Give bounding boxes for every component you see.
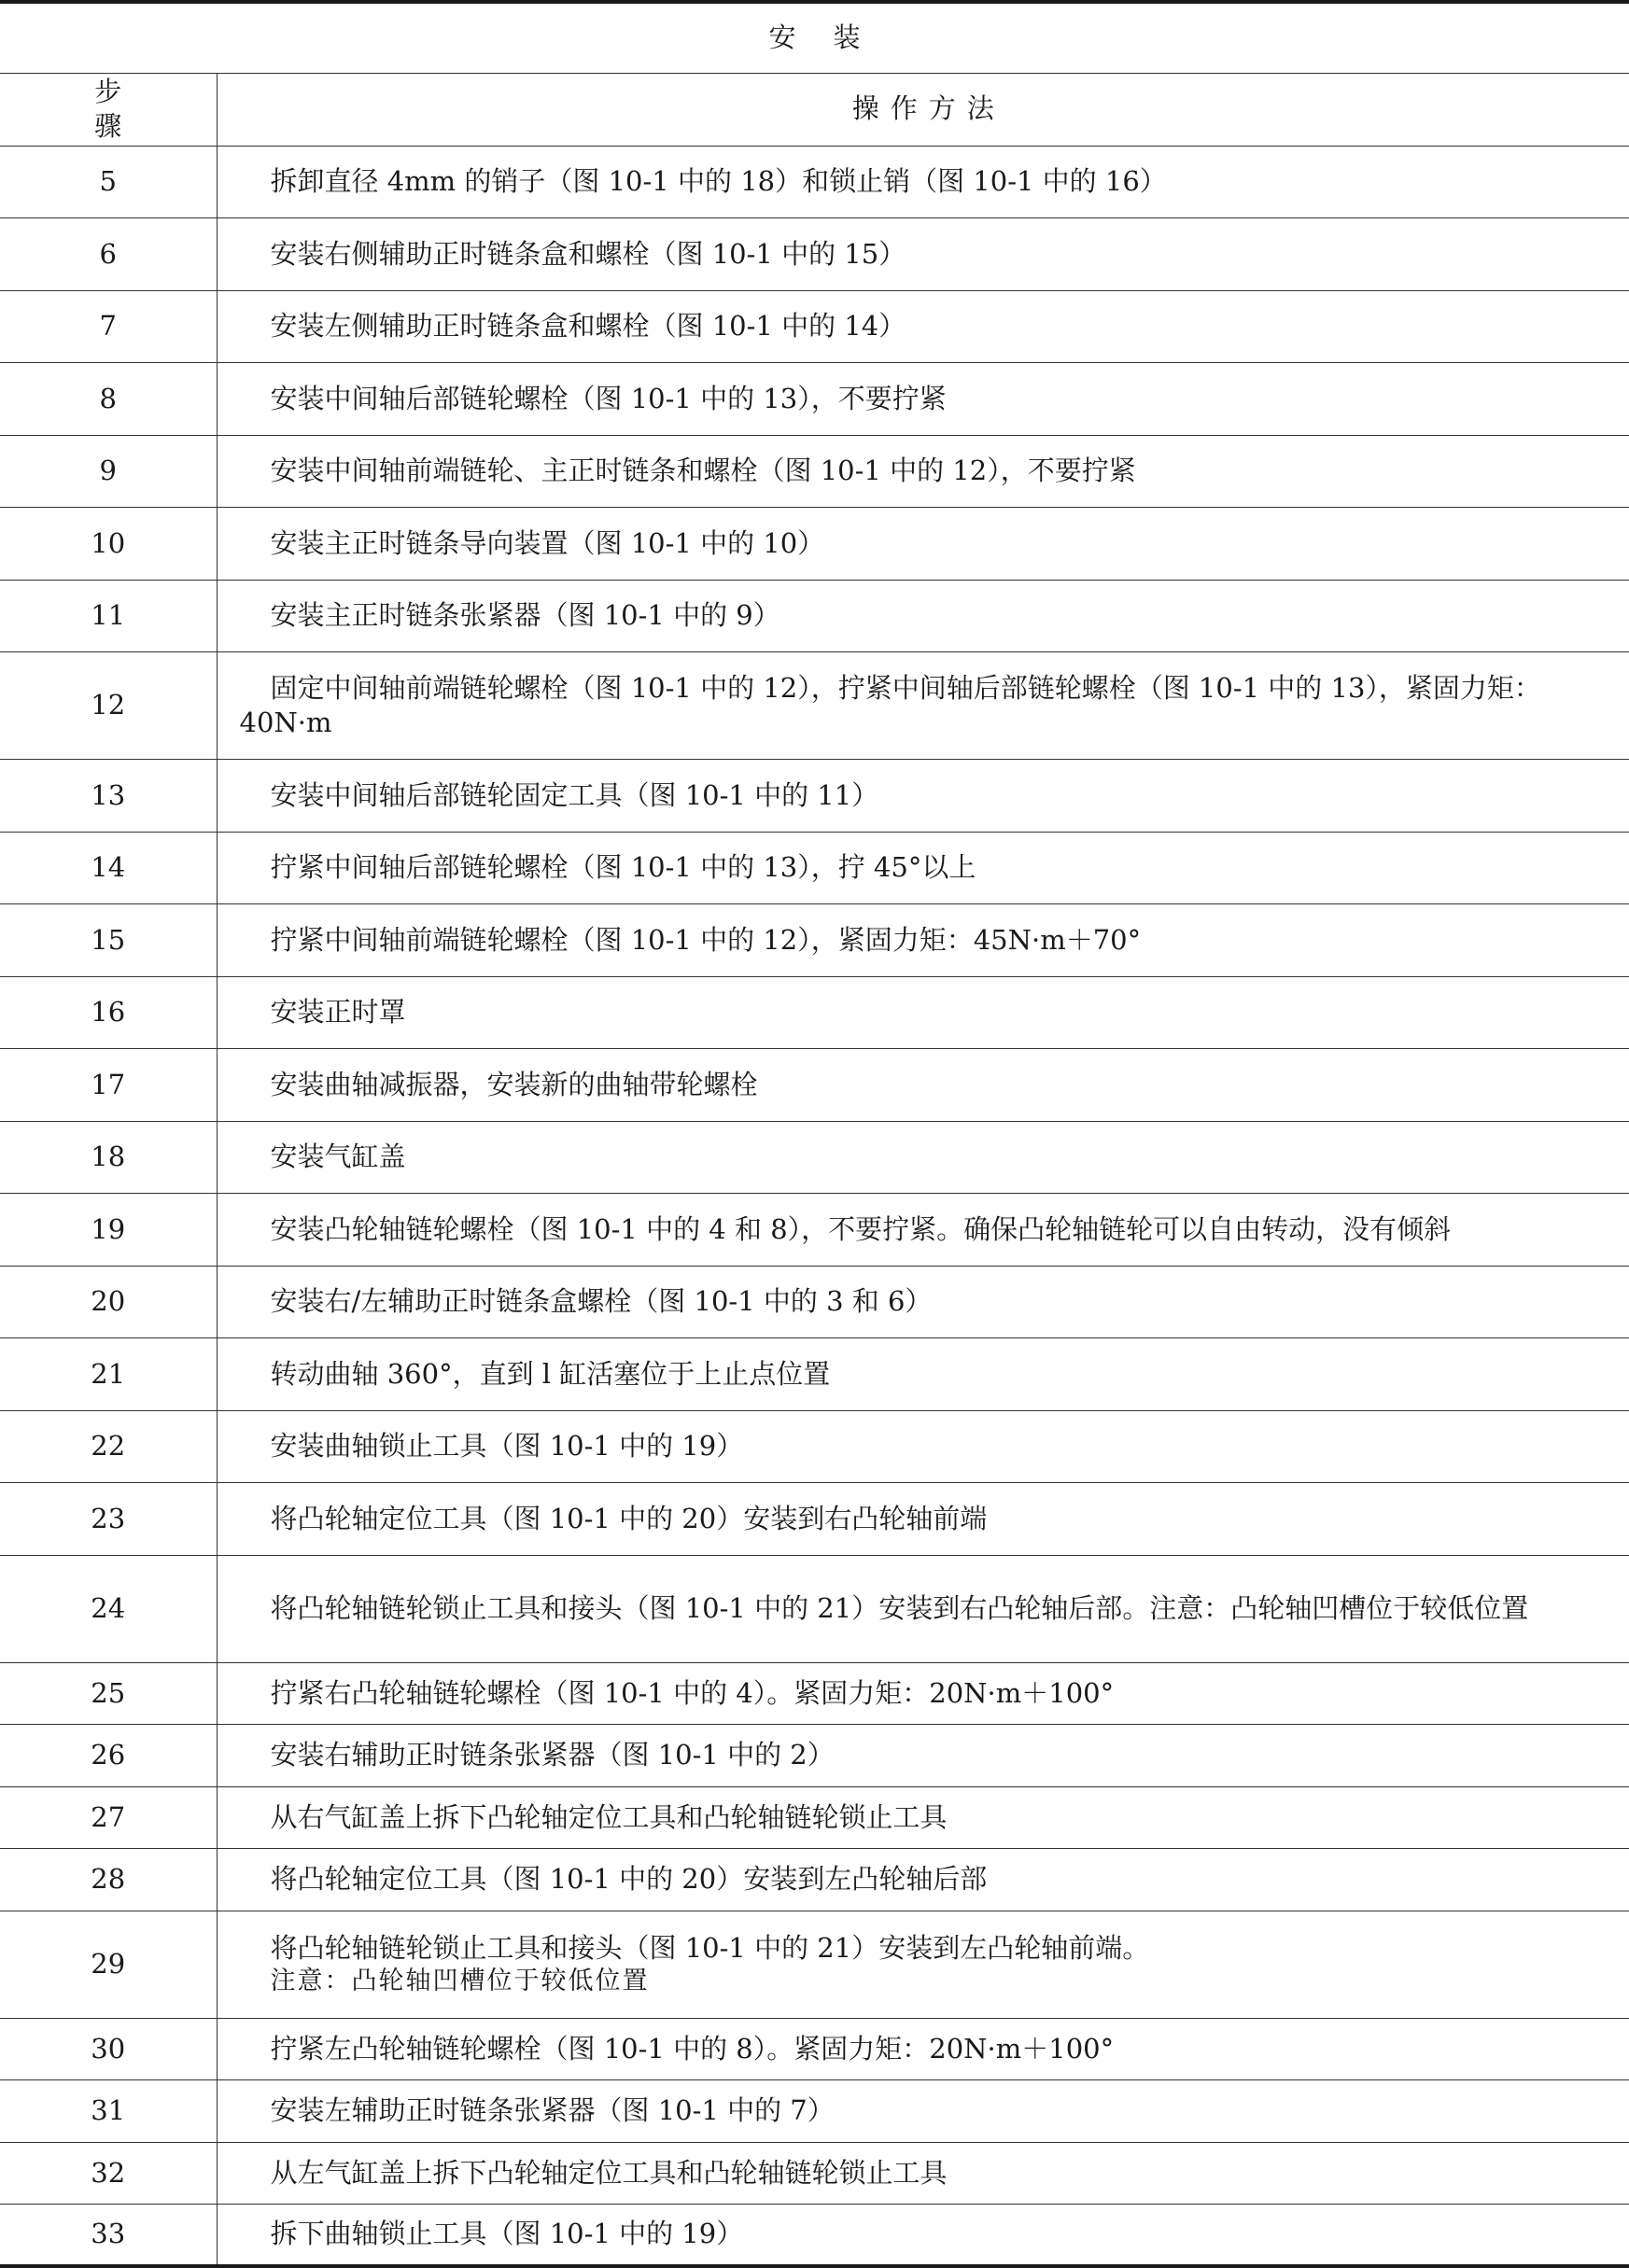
table-row bbox=[0, 1786, 1629, 1849]
step-number: 7 bbox=[0, 290, 217, 363]
table-header-row bbox=[0, 73, 1629, 146]
column-header-step: 步骤 bbox=[0, 73, 217, 146]
step-number: 31 bbox=[0, 2080, 217, 2143]
operation-text: 拧紧左凸轮轴链轮螺栓（图 10-1 中的 8）。紧固力矩：20N·m＋100° bbox=[217, 2018, 1629, 2080]
step-number: 29 bbox=[0, 1911, 217, 2018]
operation-note: 注意：凸轮轴凹槽位于较低位置 bbox=[270, 1966, 650, 1995]
table-row bbox=[0, 2080, 1629, 2143]
operation-text: 拆下曲轴锁止工具（图 10-1 中的 19） bbox=[217, 2205, 1629, 2267]
table-row bbox=[0, 218, 1629, 291]
step-number: 5 bbox=[0, 146, 217, 218]
table-row bbox=[0, 1911, 1629, 2018]
operation-text: 转动曲轴 360°，直到 l 缸活塞位于上止点位置 bbox=[217, 1338, 1629, 1411]
operation-text: 安装气缸盖 bbox=[217, 1121, 1629, 1194]
table-row bbox=[0, 904, 1629, 977]
operation-text: 安装主正时链条导向装置（图 10-1 中的 10） bbox=[217, 508, 1629, 581]
operation-text: 拧紧中间轴前端链轮螺栓（图 10-1 中的 12），紧固力矩：45N·m＋70° bbox=[217, 904, 1629, 977]
operation-text: 安装右辅助正时链条张紧器（图 10-1 中的 2） bbox=[217, 1725, 1629, 1787]
step-number: 28 bbox=[0, 1849, 217, 1911]
step-number: 18 bbox=[0, 1121, 217, 1194]
step-number: 33 bbox=[0, 2205, 217, 2267]
table-row bbox=[0, 1849, 1629, 1911]
step-number: 26 bbox=[0, 1725, 217, 1787]
operation-text: 安装中间轴后部链轮螺栓（图 10-1 中的 13），不要拧紧 bbox=[217, 363, 1629, 436]
step-number: 27 bbox=[0, 1786, 217, 1849]
step-number: 21 bbox=[0, 1338, 217, 1411]
table-row bbox=[0, 1725, 1629, 1787]
operation-main-text: 将凸轮轴链轮锁止工具和接头（图 10-1 中的 21）安装到左凸轮轴前端。 bbox=[270, 1931, 1150, 1964]
operation-text: 将凸轮轴定位工具（图 10-1 中的 20）安装到右凸轮轴前端 bbox=[217, 1483, 1629, 1556]
table-row bbox=[0, 976, 1629, 1049]
step-number: 17 bbox=[0, 1049, 217, 1122]
table-row bbox=[0, 1338, 1629, 1411]
step-number: 14 bbox=[0, 832, 217, 904]
step-number: 30 bbox=[0, 2018, 217, 2080]
operation-text: 安装曲轴锁止工具（图 10-1 中的 19） bbox=[217, 1410, 1629, 1483]
table-row bbox=[0, 580, 1629, 652]
step-number: 13 bbox=[0, 760, 217, 833]
operation-text: 从右气缸盖上拆下凸轮轴定位工具和凸轮轴链轮锁止工具 bbox=[217, 1786, 1629, 1849]
step-number: 10 bbox=[0, 508, 217, 581]
step-number: 22 bbox=[0, 1410, 217, 1483]
table-row bbox=[0, 1483, 1629, 1556]
table-row bbox=[0, 1410, 1629, 1483]
operation-text: 拧紧右凸轮轴链轮螺栓（图 10-1 中的 4）。紧固力矩：20N·m＋100° bbox=[217, 1662, 1629, 1725]
operation-text: 将凸轮轴定位工具（图 10-1 中的 20）安装到左凸轮轴后部 bbox=[217, 1849, 1629, 1911]
table-row bbox=[0, 363, 1629, 436]
operation-text: 拧紧中间轴后部链轮螺栓（图 10-1 中的 13），拧 45°以上 bbox=[217, 832, 1629, 904]
step-number: 23 bbox=[0, 1483, 217, 1556]
step-number: 11 bbox=[0, 580, 217, 652]
step-number: 20 bbox=[0, 1266, 217, 1338]
operation-text bbox=[217, 1911, 1629, 2018]
step-number: 6 bbox=[0, 218, 217, 291]
table-row bbox=[0, 832, 1629, 904]
step-number: 16 bbox=[0, 976, 217, 1049]
operation-text: 安装中间轴前端链轮、主正时链条和螺栓（图 10-1 中的 12），不要拧紧 bbox=[217, 435, 1629, 508]
table-title: 安装 bbox=[0, 2, 1629, 73]
table-row bbox=[0, 508, 1629, 581]
step-number: 32 bbox=[0, 2142, 217, 2205]
operation-text: 安装凸轮轴链轮螺栓（图 10-1 中的 4 和 8），不要拧紧。确保凸轮轴链轮可以自由转动，没有倾斜 bbox=[217, 1194, 1629, 1267]
operation-text: 安装右侧辅助正时链条盒和螺栓（图 10-1 中的 15） bbox=[217, 218, 1629, 291]
table-row bbox=[0, 2205, 1629, 2267]
step-number: 25 bbox=[0, 1662, 217, 1725]
table-row bbox=[0, 760, 1629, 833]
table-row bbox=[0, 435, 1629, 508]
operation-text: 固定中间轴前端链轮螺栓（图 10-1 中的 12），拧紧中间轴后部链轮螺栓（图 10-1 中的 13），紧固力矩：40N·m bbox=[217, 652, 1629, 760]
column-header-operation: 操作方法 bbox=[217, 73, 1629, 146]
operation-text: 拆卸直径 4mm 的销子（图 10-1 中的 18）和锁止销（图 10-1 中的 16） bbox=[217, 146, 1629, 218]
table-row bbox=[0, 2142, 1629, 2205]
operation-text: 将凸轮轴链轮锁止工具和接头（图 10-1 中的 21）安装到右凸轮轴后部。注意：凸轮轴凹槽位于较低位置 bbox=[217, 1555, 1629, 1662]
operation-text: 安装主正时链条张紧器（图 10-1 中的 9） bbox=[217, 580, 1629, 652]
operation-text: 安装中间轴后部链轮固定工具（图 10-1 中的 11） bbox=[217, 760, 1629, 833]
operation-text: 安装左辅助正时链条张紧器（图 10-1 中的 7） bbox=[217, 2080, 1629, 2143]
operation-text: 安装左侧辅助正时链条盒和螺栓（图 10-1 中的 14） bbox=[217, 290, 1629, 363]
table-row bbox=[0, 1266, 1629, 1338]
table-row bbox=[0, 652, 1629, 760]
table-title-row bbox=[0, 2, 1629, 73]
table-row bbox=[0, 1121, 1629, 1194]
table-row bbox=[0, 1555, 1629, 1662]
table-row bbox=[0, 1662, 1629, 1725]
step-number: 8 bbox=[0, 363, 217, 436]
table-row bbox=[0, 290, 1629, 363]
operation-text: 从左气缸盖上拆下凸轮轴定位工具和凸轮轴链轮锁止工具 bbox=[217, 2142, 1629, 2205]
table-row bbox=[0, 1194, 1629, 1267]
operation-text: 安装正时罩 bbox=[217, 976, 1629, 1049]
table-row bbox=[0, 2018, 1629, 2080]
step-number: 12 bbox=[0, 652, 217, 760]
step-number: 19 bbox=[0, 1194, 217, 1267]
table-row bbox=[0, 1049, 1629, 1122]
operation-text: 安装曲轴减振器，安装新的曲轴带轮螺栓 bbox=[217, 1049, 1629, 1122]
step-number: 24 bbox=[0, 1555, 217, 1662]
table-row bbox=[0, 146, 1629, 218]
step-number: 9 bbox=[0, 435, 217, 508]
step-number: 15 bbox=[0, 904, 217, 977]
operation-text: 安装右/左辅助正时链条盒螺栓（图 10-1 中的 3 和 6） bbox=[217, 1266, 1629, 1338]
